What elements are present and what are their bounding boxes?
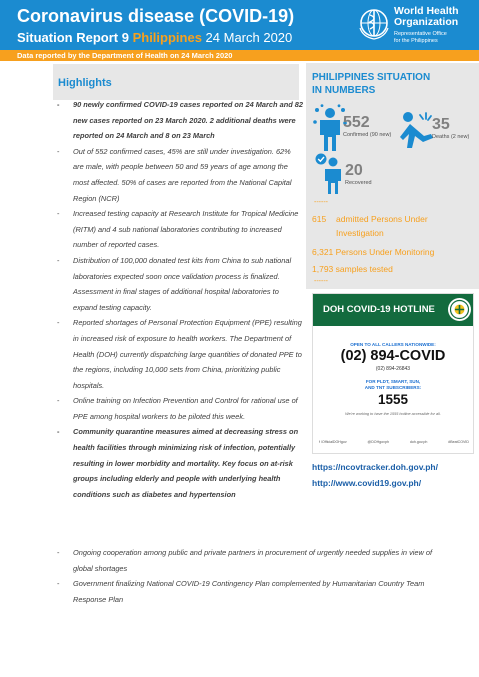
deaths-person-icon	[398, 110, 436, 150]
list-item: - Community quarantine measures aimed at decreasing stress on health facilities through minimizing risk of infection, potentially resulting in lower morbidity and mortality. Key focus on at-risk groups including elderly and people with underlying health conditions such as diabetes and hypertension	[57, 424, 303, 502]
highlights-wide-list	[57, 545, 437, 607]
who-office: Representative Office for the Philippines	[394, 31, 447, 44]
source-band	[0, 50, 479, 61]
deaths-count: 35	[432, 116, 450, 133]
list-item: - 90 newly confirmed COVID-19 cases reported on 24 March and 82 new cases reported on 23 March 2020. 2 additional deaths were reported on 24 March and 8 on 23 March	[57, 97, 303, 144]
list-item: - Distribution of 100,000 donated test kits from China to sub national laboratories expected soon once validation process is finalized. Assessment in final stages of additional hospital laboratories to expand testing capacity.	[57, 253, 303, 315]
situation-title: PHILIPPINES SITUATION IN NUMBERS	[312, 72, 431, 96]
pui-label: admitted Persons Under Investigation	[336, 214, 428, 238]
list-item: - Reported shortages of Personal Protection Equipment (PPE) resulting in increased risk of exposure to health workers. The Department of Health (DOH) currently dispatching large quantities of donated PPE to the regions, including 10,000 sets from China, prioritizing public hospitals.	[57, 315, 303, 393]
samples-stat: 1,793 samples tested	[312, 264, 393, 274]
pum-stat: 6,321 Persons Under Monitoring	[312, 247, 435, 257]
report-number: Situation Report 9	[17, 30, 129, 45]
hotline-header	[313, 294, 473, 326]
list-item: - Online training on Infection Prevention and Control for rational use of PPE among hospital workers to be piloted this week.	[57, 393, 303, 424]
report-country: Philippines	[132, 30, 202, 45]
highlights-title: Highlights	[58, 77, 112, 89]
report-header	[0, 0, 479, 50]
list-item: - Increased testing capacity at Research Institute for Tropical Medicine (RITM) and 4 sub national laboratories contributing to increased number of reported cases.	[57, 206, 303, 253]
hotline-alt-number: (02) 894-26843	[375, 366, 411, 372]
facebook-handle: f /OfficialDOHgov	[319, 440, 347, 444]
divider-dashes: ------	[314, 199, 328, 206]
list-item: - Ongoing cooperation among public and private partners in procurement of urgently needed supplies in view of global shortages	[57, 545, 437, 576]
source-note: Data reported by the Department of Health on 24 March 2020	[17, 51, 233, 60]
hotline-title: DOH COVID-19 HOTLINE	[323, 304, 435, 315]
doh-website: doh.gov.ph	[409, 440, 428, 444]
recovered-caption: Recovered	[345, 180, 372, 186]
list-item: - Government finalizing National COVID-19 Contingency Plan complemented by Humanitarian Country Team Response Plan	[57, 576, 437, 607]
doh-seal-icon	[447, 297, 472, 322]
link-covid19-gov[interactable]: http://www.covid19.gov.ph/	[312, 478, 422, 488]
hotline-card	[312, 293, 474, 454]
list-item: - Out of 552 confirmed cases, 45% are still under investigation. 62% are male, with people between 50 and 59 years of age among the most affected. 50% of cases are reported from the National Capital Region (NCR)	[57, 144, 303, 206]
hotline-open-label: OPEN TO ALL CALLERS NATIONWIDE:	[350, 342, 436, 347]
pui-value: 615	[312, 214, 327, 224]
confirmed-caption: Confirmed (90 new)	[343, 132, 392, 138]
hotline-footer	[319, 440, 469, 444]
hotline-number: (02) 894-COVID	[340, 348, 446, 364]
link-ncovtracker[interactable]: https://ncovtracker.doh.gov.ph/	[312, 462, 438, 472]
deaths-caption: Deaths (2 new)	[432, 134, 470, 140]
hotline-telco-label: FOR PLDT, SMART, SUN, AND TNT SUBSCRIBERS:	[364, 379, 422, 390]
recovered-count: 20	[345, 162, 363, 179]
confirmed-count: 552	[343, 114, 370, 131]
who-emblem-icon	[357, 6, 391, 40]
divider-dashes: ------	[314, 278, 328, 285]
who-name: World Health Organization	[394, 5, 459, 28]
twitter-handle: @DOHgovph	[367, 440, 389, 444]
hashtag: #BeatCOVID	[448, 440, 469, 444]
hotline-short-number: 1555	[377, 392, 409, 407]
report-title: Coronavirus disease (COVID-19)	[17, 6, 295, 26]
hotline-note: We're working to have the 1555 hotline accessible for all.	[345, 412, 441, 416]
highlights-list	[57, 97, 303, 502]
report-subtitle	[17, 30, 292, 45]
recovered-person-icon	[314, 153, 344, 195]
report-date: 24 March 2020	[205, 30, 293, 45]
